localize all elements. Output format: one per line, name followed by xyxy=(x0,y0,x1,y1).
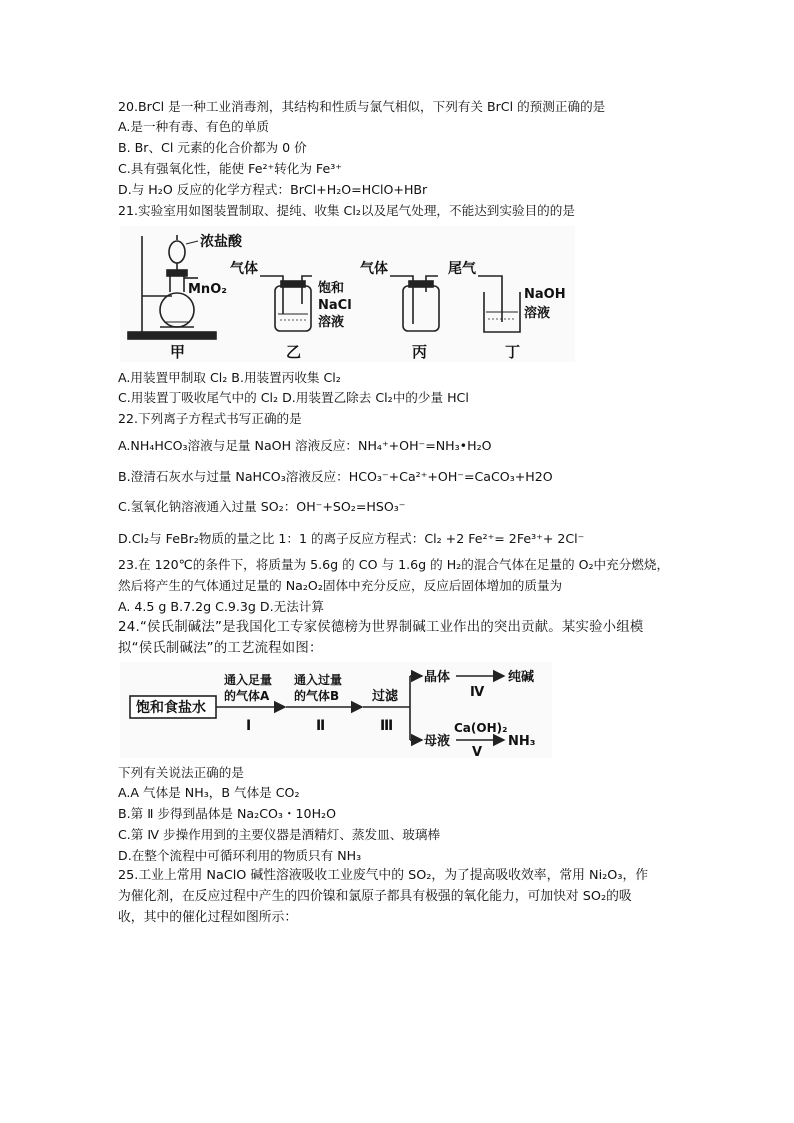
q24-option-c: C.第 Ⅳ 步操作用到的主要仪器是酒精灯、蒸发皿、玻璃棒 xyxy=(118,827,441,842)
q24-flow-diagram xyxy=(120,662,552,758)
caption-yi: 乙 xyxy=(286,343,302,361)
q25-line3: 收，其中的催化过程如图所示： xyxy=(118,910,298,925)
flow-step2-line1: 通入过量 xyxy=(294,673,343,687)
flow-soda-label: 纯碱 xyxy=(508,670,535,685)
q20-option-b: B. Br、Cl 元素的化合价都为 0 价 xyxy=(118,140,307,155)
flow-roman4: Ⅳ xyxy=(470,685,485,700)
flow-mother-label: 母液 xyxy=(424,734,451,749)
flow-reagent-label: Ca(OH)₂ xyxy=(454,721,508,735)
q21-apparatus-figure xyxy=(120,226,575,362)
flow-start-label: 饱和食盐水 xyxy=(136,700,206,716)
q20-option-a: A.是一种有毒、有色的单质 xyxy=(118,119,269,134)
q23-options: A. 4.5 g B.7.2g C.9.3g D.无法计算 xyxy=(118,599,324,614)
gas-label-2: 气体 xyxy=(360,261,388,277)
flow-roman3: Ⅲ xyxy=(380,718,394,734)
apparatus-yi xyxy=(260,276,312,331)
q24-option-b: B.第 Ⅱ 步得到晶体是 Na₂CO₃・10H₂O xyxy=(118,806,336,821)
flow-crystal-label: 晶体 xyxy=(424,670,451,685)
q23-line2: 然后将产生的气体通过足量的 Na₂O₂固体中充分反应，反应后固体增加的质量为 xyxy=(118,578,563,593)
caption-ding: 丁 xyxy=(505,343,521,361)
q24-option-d: D.在整个流程中可循环利用的物质只有 NH₃ xyxy=(118,848,362,863)
q22-option-c: C.氢氧化钠溶液通入过量 SO₂：OH⁻+SO₂=HSO₃⁻ xyxy=(118,499,406,514)
q22-option-b: B.澄清石灰水与过量 NaHCO₃溶液反应：HCO₃⁻+Ca²⁺+OH⁻=CaCO₃+H2O xyxy=(118,469,553,484)
beaker-label-line1: NaOH xyxy=(524,287,566,302)
q24-sub-stem: 下列有关说法正确的是 xyxy=(118,765,244,780)
bottle-label-line2: NaCl xyxy=(318,298,352,313)
flow-roman1: Ⅰ xyxy=(246,718,252,734)
q21-options-line2: C.用装置丁吸收尾气中的 Cl₂ D.用装置乙除去 Cl₂中的少量 HCl xyxy=(118,390,469,405)
flow-filter-label: 过滤 xyxy=(372,689,399,704)
flow-roman2: Ⅱ xyxy=(316,718,326,734)
q23-line1: 23.在 120℃的条件下，将质量为 5.6g 的 CO 与 1.6g 的 H₂的混合气体在足量的 O₂中充分燃烧， xyxy=(118,557,670,572)
q24-option-a: A.A 气体是 NH₃，B 气体是 CO₂ xyxy=(118,785,300,800)
q20-option-c: C.具有强氧化性，能使 Fe²⁺转化为 Fe³⁺ xyxy=(118,161,342,176)
q24-line1: 24.“侯氏制碱法”是我国化工专家侯德榜为世界制碱工业作出的突出贡献。某实验小组模 xyxy=(118,620,644,635)
q25-line2: 为催化剂，在反应过程中产生的四价镍和氯原子都具有极强的氧化能力，可加快对 SO₂的吸 xyxy=(118,889,632,904)
acid-pointer xyxy=(186,241,198,244)
q24-line2: 拟“侯氏制碱法”的工艺流程如图： xyxy=(118,641,323,656)
flow-step2-line2: 的气体B xyxy=(294,689,340,703)
tail-gas-label: 尾气 xyxy=(448,261,476,277)
caption-jia: 甲 xyxy=(170,343,186,361)
apparatus-ding xyxy=(478,276,520,332)
q25-line1: 25.工业上常用 NaClO 碱性溶液吸收工业废气中的 SO₂，为了提高吸收效率，常用 Ni₂O₃，作 xyxy=(118,868,649,883)
flow-nh3-label: NH₃ xyxy=(508,734,536,749)
q22-option-a: A.NH₄HCO₃溶液与足量 NaOH 溶液反应：NH₄⁺+OH⁻=NH₃•H₂O xyxy=(118,438,492,453)
q21-stem: 21.实验室用如图装置制取、提纯、收集 Cl₂以及尾气处理，不能达到实验目的的是 xyxy=(118,203,575,218)
bottle-label-line3: 溶液 xyxy=(318,315,345,330)
q20-stem: 20.BrCl 是一种工业消毒剂，其结构和性质与氯气相似，下列有关 BrCl 的预测正确的是 xyxy=(118,99,606,114)
bottle-label-line1: 饱和 xyxy=(318,281,345,296)
q20-option-d: D.与 H₂O 反应的化学方程式：BrCl+H₂O=HClO+HBr xyxy=(118,182,428,197)
apparatus-bing xyxy=(390,276,439,331)
flow-step1-line1: 通入足量 xyxy=(224,673,273,687)
gas-label-1: 气体 xyxy=(230,261,258,277)
q22-option-d: D.Cl₂与 FeBr₂物质的量之比 1：1 的离子反应方程式：Cl₂ +2 Fe²⁺= 2Fe³⁺+ 2Cl⁻ xyxy=(118,531,585,546)
flow-roman5: Ⅴ xyxy=(472,745,483,758)
beaker-label-line2: 溶液 xyxy=(524,306,551,321)
flow-step1-line2: 的气体A xyxy=(224,689,270,703)
q22-stem: 22.下列离子方程式书写正确的是 xyxy=(118,411,302,426)
q21-options-line1: A.用装置甲制取 Cl₂ B.用装置丙收集 Cl₂ xyxy=(118,370,341,385)
caption-bing: 丙 xyxy=(412,343,428,361)
mno2-label: MnO₂ xyxy=(188,282,227,297)
acid-label: 浓盐酸 xyxy=(200,234,242,250)
